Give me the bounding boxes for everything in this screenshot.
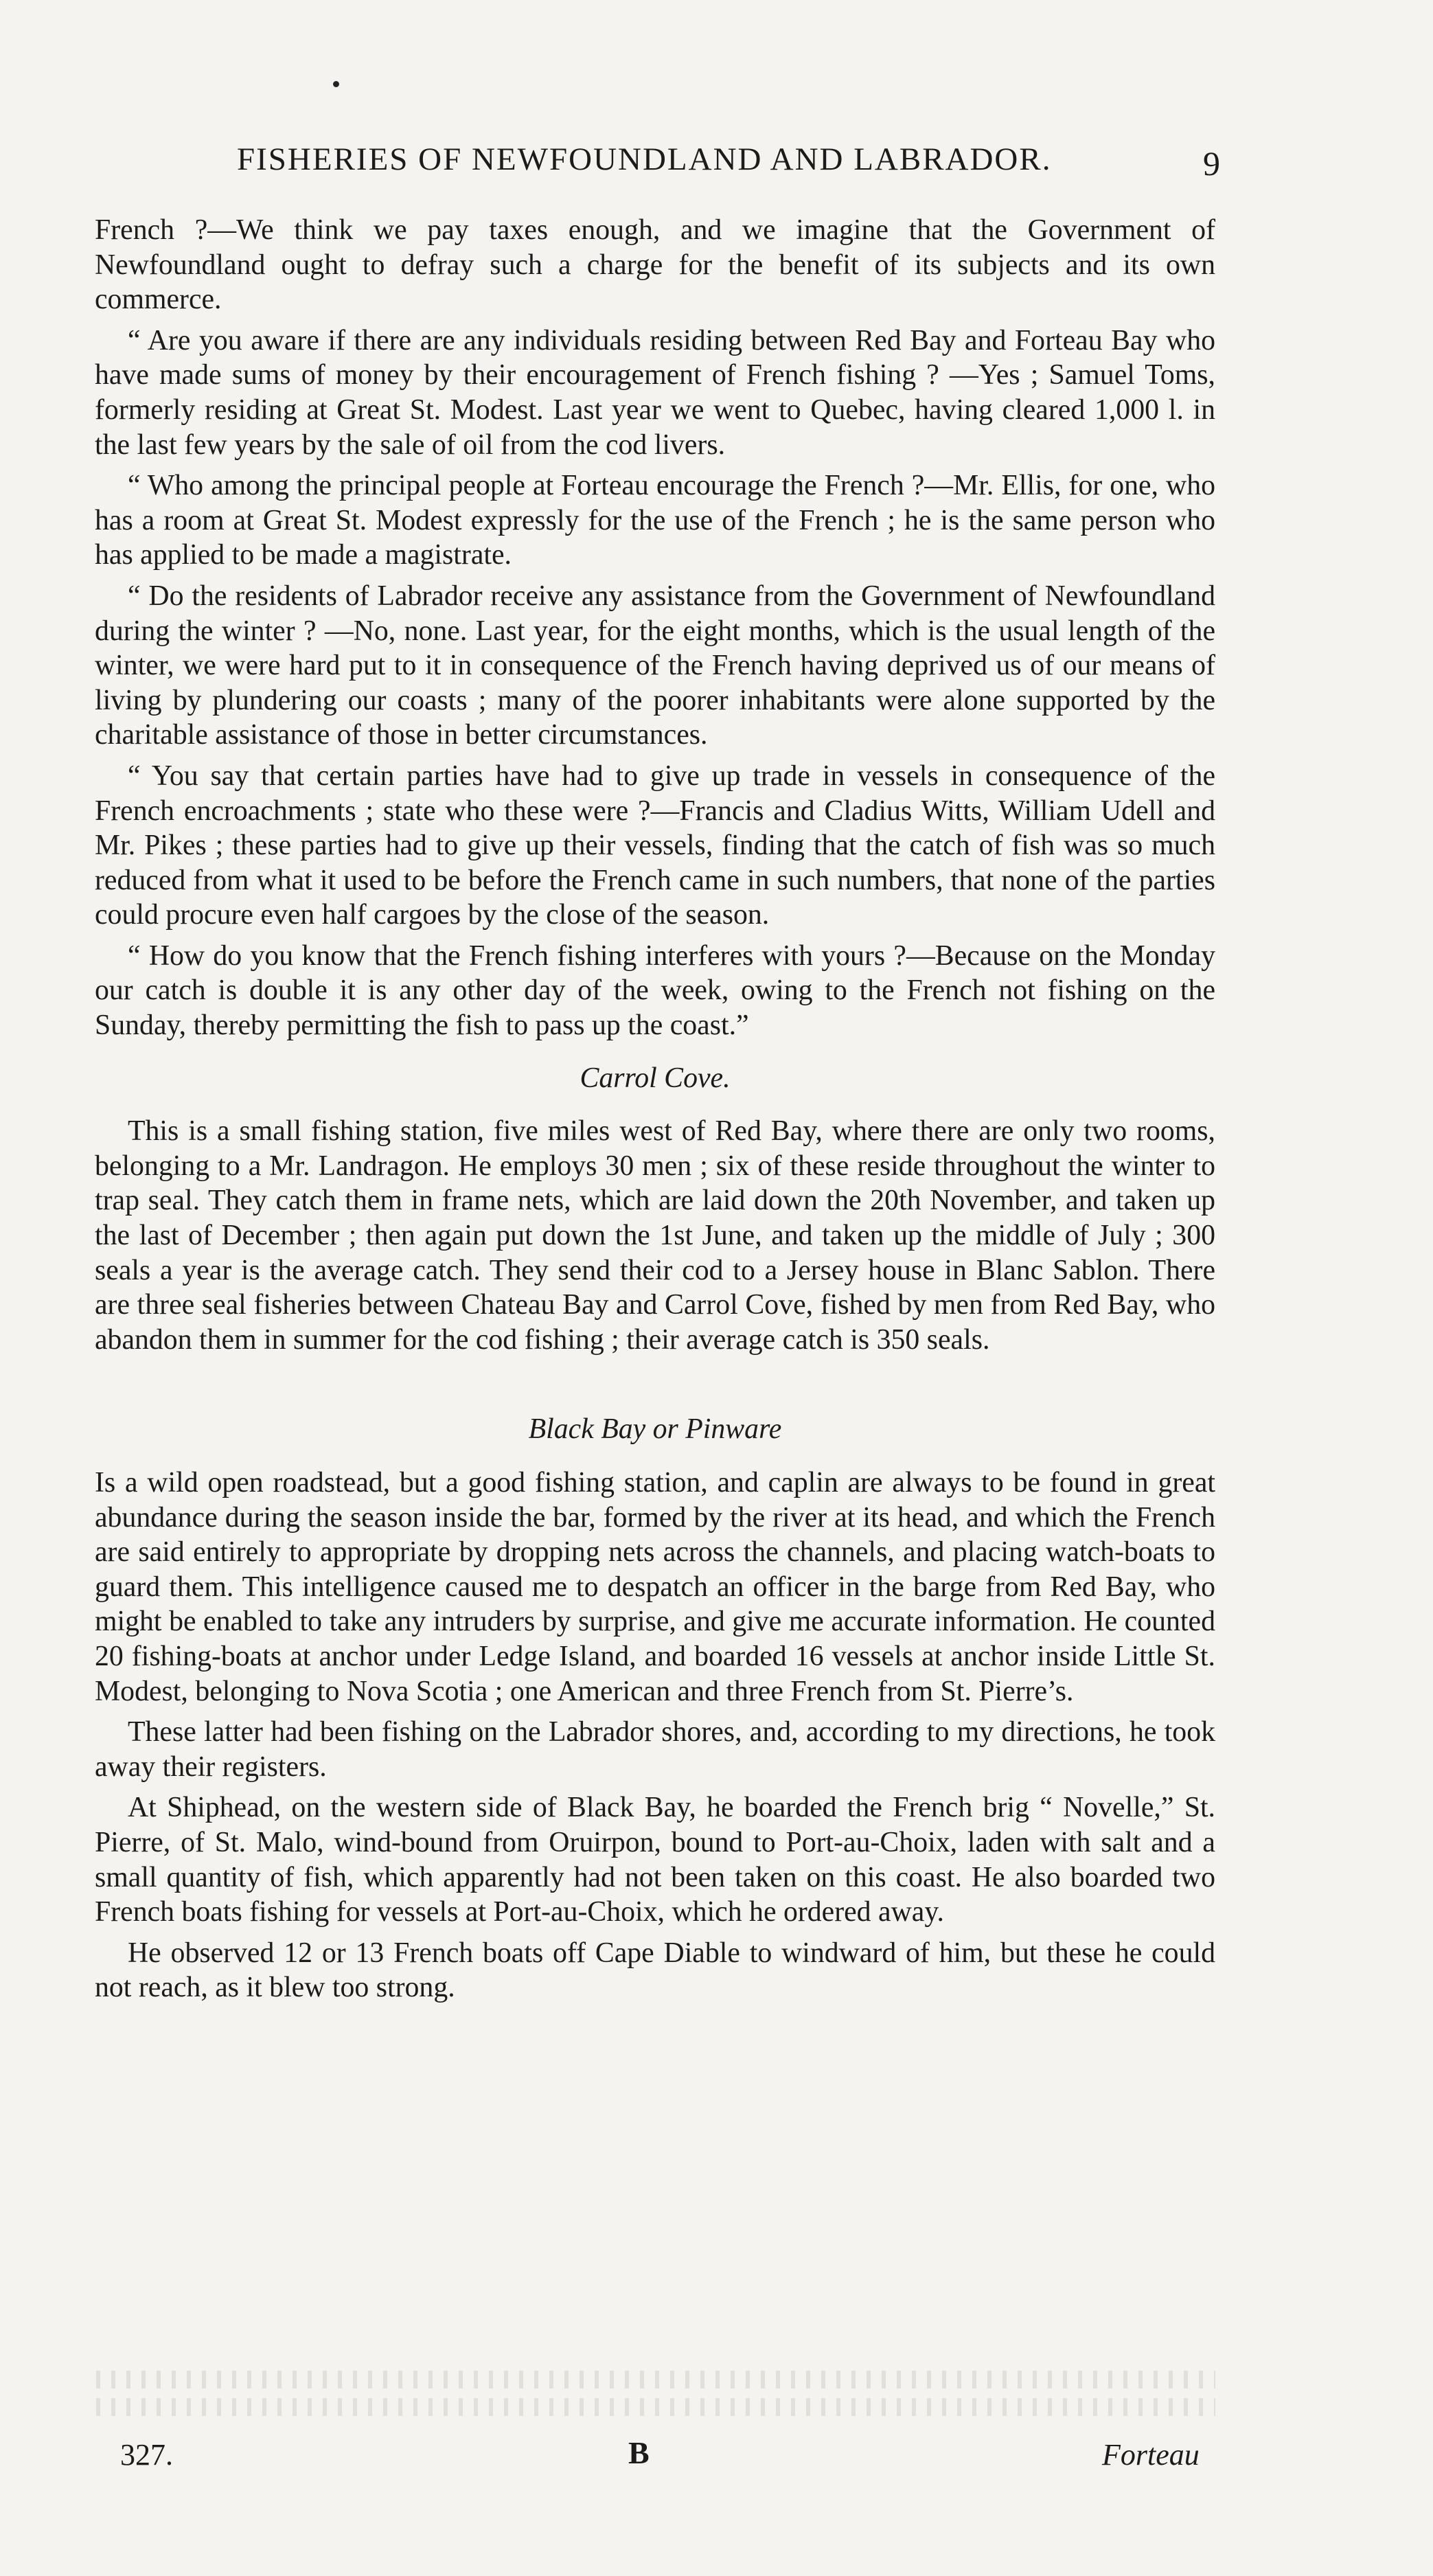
paragraph-7: This is a small fishing station, five miles west of Red Bay, where there are only two rooms, belonging to a Mr. Landragon. He employs 30 men ; six of these reside throughout the winter to trap seal. They catch them in frame nets, which are laid down the 20th November, and taken up the last of December ; then again put down the 1st June, and taken up the middle of July ; 300 seals a year is the average catch. They send their cod to a Jersey house in Blanc Sablon. There are three seal fisheries between Chateau Bay and Carrol Cove, fished by men from Red Bay, who abandon them in summer for the cod fishing ; their average catch is 350 seals. [95, 1115, 1215, 1356]
page-footer [0, 2435, 1433, 2476]
bleed-through-line [96, 2398, 1215, 2416]
page-number: 9 [1203, 144, 1220, 183]
page-header [0, 141, 1433, 182]
paragraph-3: “ Who among the principal people at Forteau encourage the French ?—Mr. Ellis, for one, who has a room at Great St. Modest expressly for the use of the French ; he is the same person who has applied to be made a magistrate. [95, 470, 1215, 571]
signature-number: 327. [120, 2438, 173, 2472]
paragraph-6: “ How do you know that the French fishing interferes with yours ?—Because on the Monday our catch is double it is any other day of the week, owing to the French not fishing on the Sunday, thereby permitting the fish to pass up the coast.” [95, 939, 1215, 1042]
paragraph-10: At Shiphead, on the western side of Black Bay, he boarded the French brig “ Novelle,” St. Pierre, of St. Malo, wind-bound from Oruirpon, bound to Port-au-Choix, laden with salt and a small quantity of fish, which apparently had not been taken on this coast. He also boarded two French boats fishing for vessels at Port-au-Choix, which he ordered away. [95, 1792, 1215, 1928]
catchword: Forteau [1102, 2438, 1200, 2472]
sheet-mark: B [628, 2435, 650, 2470]
paragraph-4: “ Do the residents of Labrador receive any assistance from the Government of Newfoundland during the winter ? —No, none. Last year, for the eight months, which is the usual length of the winter, we were hard put to it in consequence of the French having deprived us of our means of living by plundering our coasts ; many of the poorer inhabitants were alone supported by the charitable assistance of those in better circumstances. [95, 580, 1215, 751]
bleed-through-line [96, 2371, 1215, 2389]
running-title: FISHERIES OF NEWFOUNDLAND AND LABRADOR. [237, 141, 1052, 177]
paragraph-2: “ Are you aware if there are any individuals residing between Red Bay and Forteau Bay who have made sums of money by their encouragement of French fishing ? —Yes ; Samuel Toms, formerly residing at Great St. Modest. Last year we went to Quebec, having cleared 1,000 l. in the last few years by the sale of oil from the cod livers. [95, 324, 1215, 461]
section-heading-black-bay: Black Bay or Pinware [528, 1413, 782, 1446]
paragraph-8: Is a wild open roadstead, but a good fishing station, and caplin are always to be found in great abundance during the season inside the bar, formed by the river at its head, and which the French are said entirely to appropriate by dropping nets across the channels, and placing watch-boats to guard them. This intelligence caused me to despatch an officer in the barge from Red Bay, who might be enabled to take any intruders by surprise, and give me accurate information. He counted 20 fishing-boats at anchor under Ledge Island, and boarded 16 vessels at anchor inside Little St. Modest, belonging to Nova Scotia ; one American and three French from St. Pierre’s. [95, 1467, 1215, 1707]
paragraph-11: He observed 12 or 13 French boats off Cape Diable to windward of him, but these he could not reach, as it blew too strong. [95, 1937, 1215, 2004]
body-text [95, 213, 1215, 2011]
paragraph-9: These latter had been fishing on the Labrador shores, and, according to my directions, he took away their registers. [95, 1716, 1215, 1783]
paragraph-1: French ?—We think we pay taxes enough, and we imagine that the Government of Newfoundland ought to defray such a charge for the benefit of its subjects and its own commerce. [95, 214, 1215, 316]
paragraph-5: “ You say that certain parties have had to give up trade in vessels in consequence of the French encroachments ; state who these were ?—Francis and Cladius Witts, William Udell and Mr. Pikes ; these parties had to give up their vessels, finding that the catch of fish was so much reduced from what it used to be before the French came in such numbers, that none of the parties could procure even half cargoes by the close of the season. [95, 760, 1215, 931]
ink-dot [333, 81, 339, 87]
section-heading-carrol-cove: Carrol Cove. [580, 1062, 731, 1094]
